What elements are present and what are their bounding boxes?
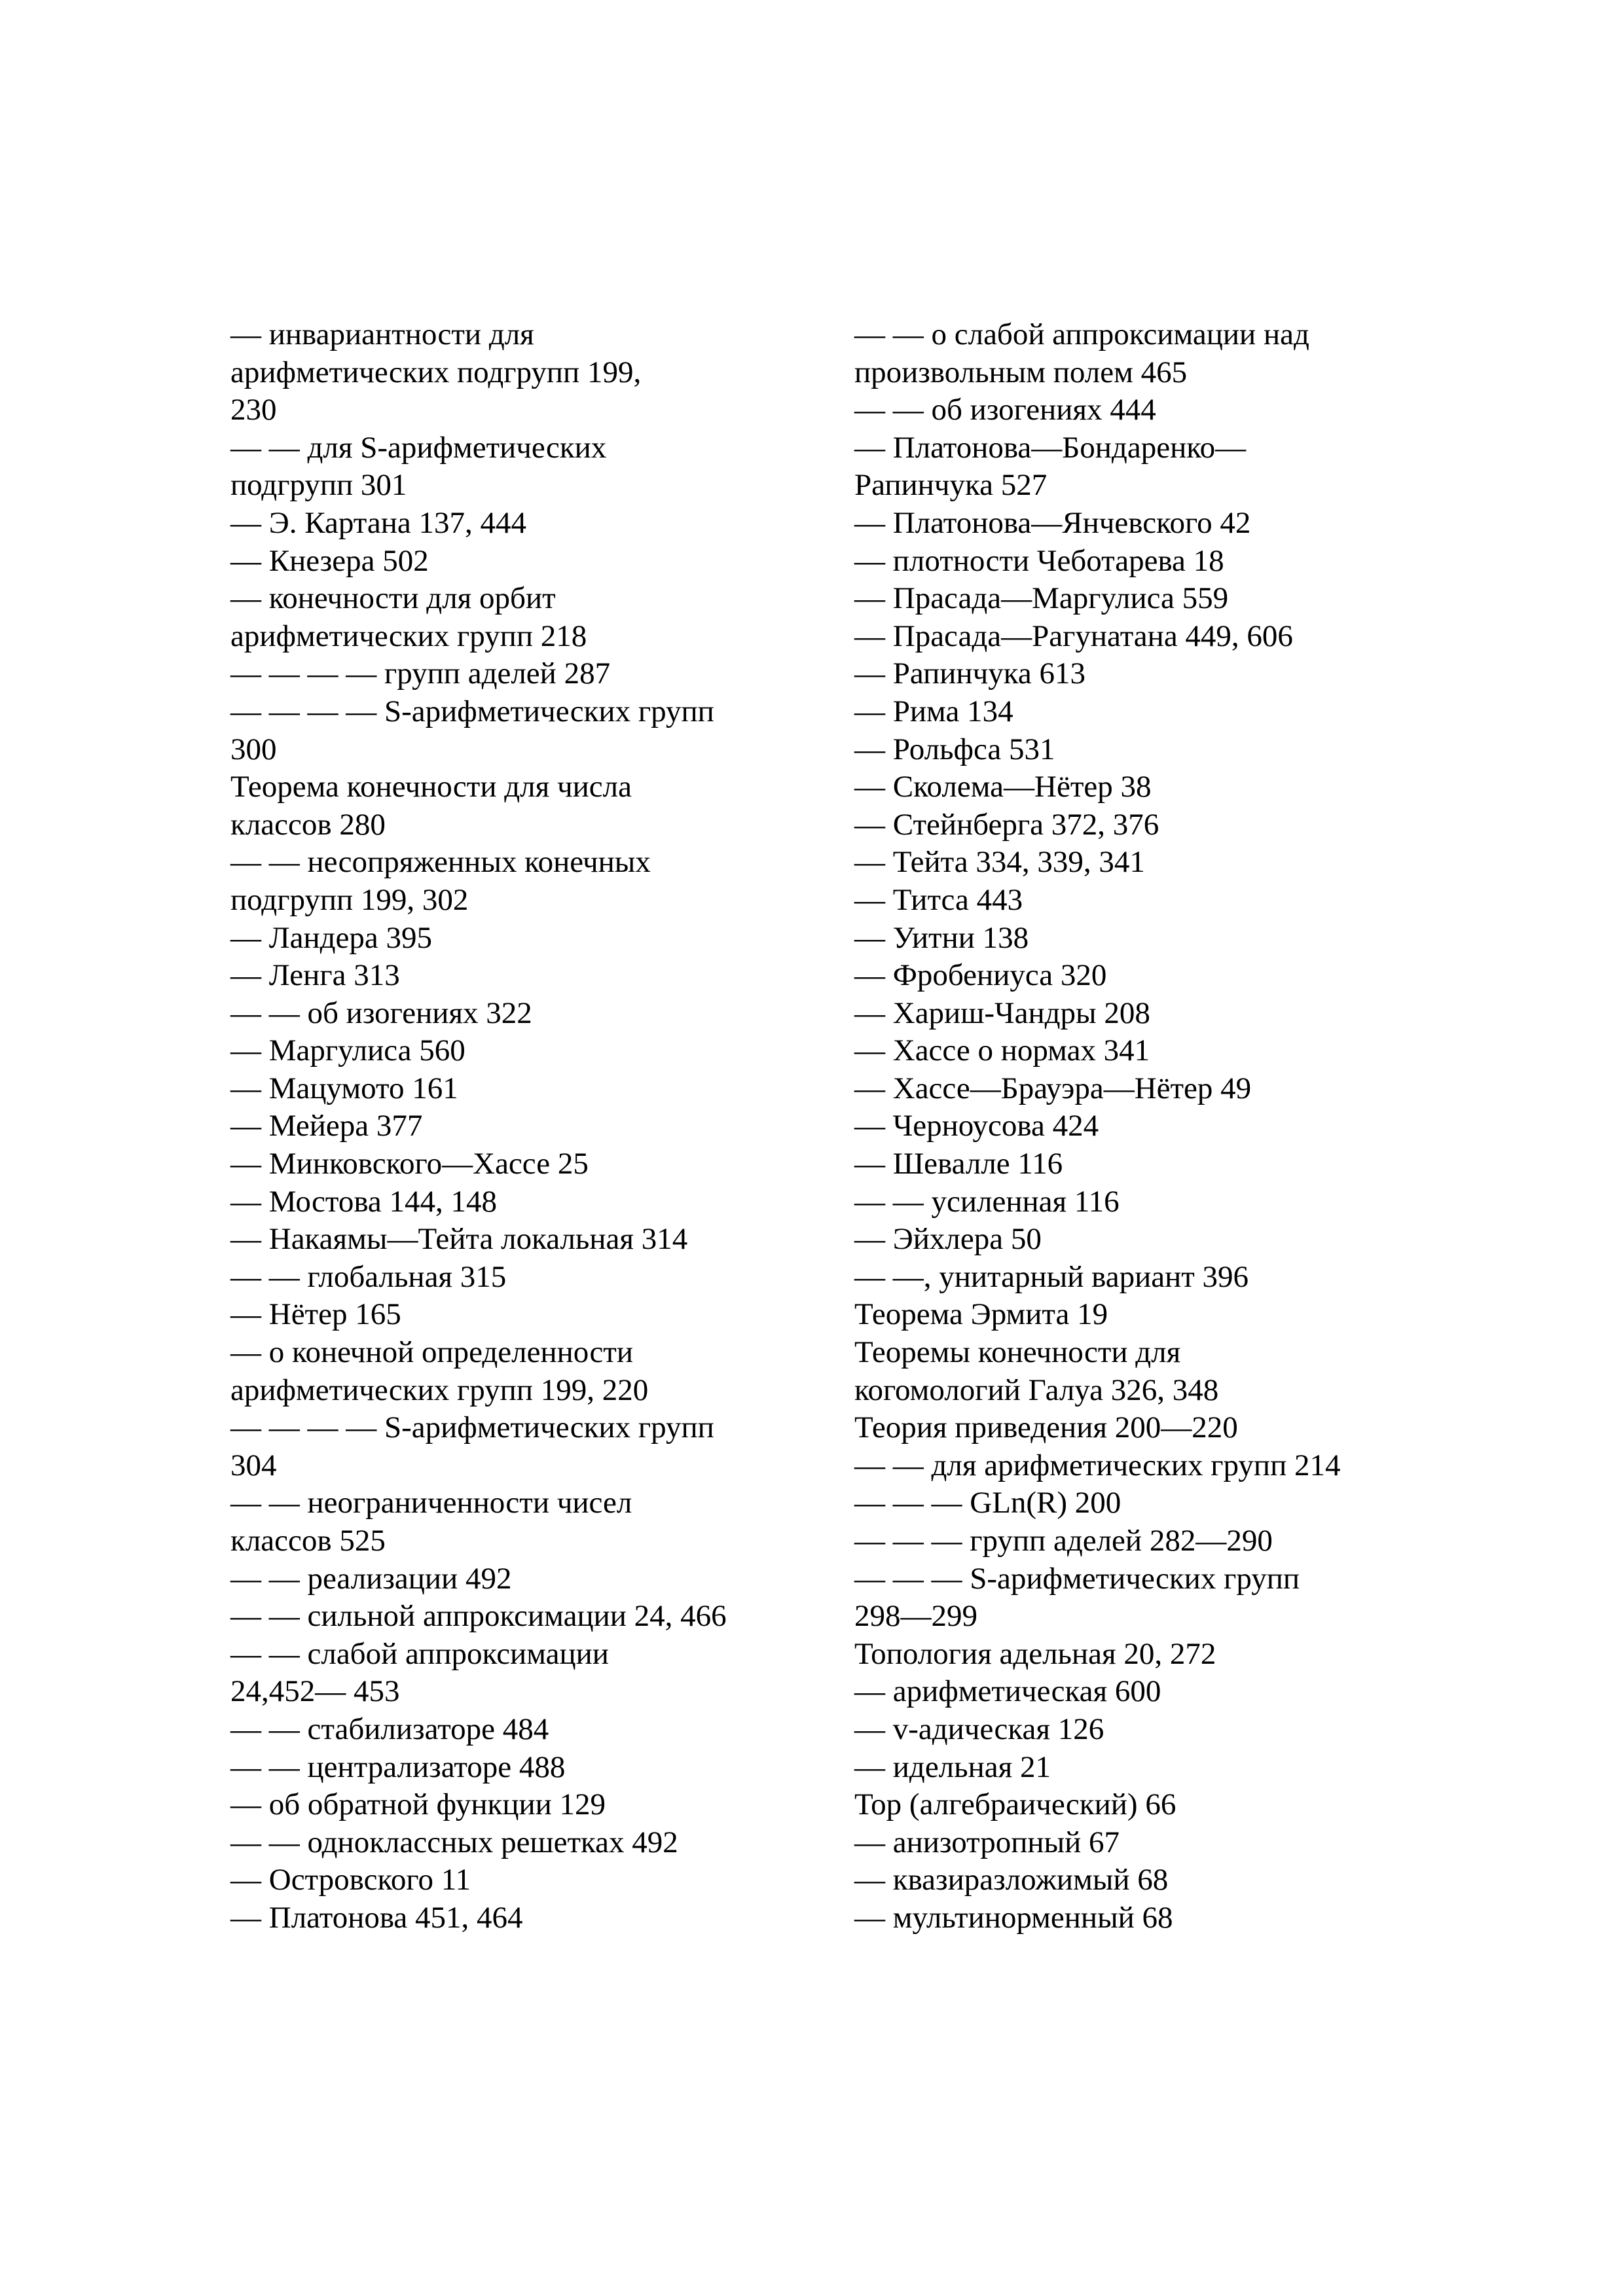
index-entry-line: — Нётер 165 [230,1297,401,1332]
index-entry [230,995,885,1033]
index-entry [854,1749,1607,1787]
index-entry-line: — — централизаторе 488 [230,1749,566,1784]
index-entry [854,882,1607,920]
index-entry-line: — Накаямы—Тейта локальная 314 [230,1222,688,1257]
index-entry-line: — Шевалле 116 [854,1147,1063,1181]
index-entry-line: — Маргулиса 560 [230,1033,465,1068]
index-column-right [854,316,1607,1937]
index-entry-line: — Сколема—Нётер 38 [854,770,1152,804]
index-entry-line: — Мостова 144, 148 [230,1184,498,1219]
index-entry-line: подгрупп 301 [230,468,407,503]
index-entry [854,1183,1607,1221]
index-entry-line: — об обратной функции 129 [230,1787,606,1822]
index-entry-line: — Платонова—Бондаренко— [854,430,1247,465]
index-entry-line: — — — — групп аделей 287 [230,656,611,691]
index-entry-line: классов 280 [230,807,386,842]
index-entry-line: — — об изогениях 444 [854,393,1156,427]
index-entry [230,920,885,958]
index-entry-line: — Мацумото 161 [230,1071,458,1105]
index-entry-line: — —, унитарный вариант 396 [854,1259,1249,1294]
index-entry [854,655,1607,693]
index-entry-line: Топология адельная 20, 272 [854,1636,1216,1671]
index-entry [230,1032,885,1070]
index-entry [854,920,1607,958]
index-entry [854,580,1607,618]
index-entry [854,1824,1607,1862]
index-entry-line: — — усиленная 116 [854,1184,1120,1219]
index-entry-line: — v-адическая 126 [854,1712,1104,1746]
index-entry-line: — Титса 443 [854,882,1023,917]
index-entry-line: — Хассе—Брауэра—Нётер 49 [854,1071,1252,1105]
index-entry-line: — о конечной определенности [230,1335,633,1370]
index-column-left [230,316,885,1937]
index-entry-line: Теорема Эрмита 19 [854,1297,1108,1332]
index-entry-line: — Рольфса 531 [854,732,1055,766]
index-entry-line: — идельная 21 [854,1749,1051,1784]
index-entry [230,693,885,768]
index-entry-line: когомологий Галуа 326, 348 [854,1372,1219,1407]
index-entry [230,1070,885,1108]
index-entry-line: — Ленга 313 [230,958,400,993]
index-entry-line: — — несопряженных конечных [230,845,651,880]
index-entry [230,655,885,693]
index-entry [854,1107,1607,1145]
index-entry [854,1899,1607,1937]
index-entry [230,505,885,543]
index-entry-line: — — неограниченности чисел [230,1486,632,1520]
index-entry-line: — арифметическая 600 [854,1674,1161,1709]
index-entry-line: — — — групп аделей 282—290 [854,1524,1273,1558]
index-entry-line: — — — GLn(R) 200 [854,1486,1122,1520]
index-entry [230,1560,885,1598]
index-entry-line: — Кнезера 502 [230,543,429,578]
index-entry [854,1070,1607,1108]
index-entry-line: — Фробениуса 320 [854,958,1107,993]
index-entry-line: арифметических групп 199, 220 [230,1372,649,1407]
index-entry-line: — анизотропный 67 [854,1825,1120,1859]
index-entry [854,693,1607,731]
index-entry-line: — — об изогениях 322 [230,996,532,1030]
index-entry [230,580,885,655]
index-entry-line: — — одноклассных решетках 492 [230,1825,678,1859]
index-entry-line: — Платонова—Янчевского 42 [854,505,1251,540]
index-entry [230,1598,885,1636]
index-entry [854,1711,1607,1749]
index-entry-line: — Э. Картана 137, 444 [230,505,526,540]
index-entry-line: — Черноусова 424 [854,1109,1099,1143]
index-entry-line: — Мейера 377 [230,1109,423,1143]
index-entry-line: — — сильной аппроксимации 24, 466 [230,1599,727,1634]
index-entry [854,543,1607,581]
index-entry-line: 24,452— 453 [230,1674,400,1709]
index-entry [854,1409,1607,1447]
index-entry [230,1259,885,1297]
index-entry-line: — инвариантности для [230,317,534,351]
index-entry-line: произвольным полем 465 [854,355,1188,389]
index-entry-line: — — для S-арифметических [230,430,607,465]
index-entry-line: — Эйхлера 50 [854,1222,1042,1257]
index-entry-line: 304 [230,1448,277,1482]
index-entry-line: — — реализации 492 [230,1561,512,1596]
index-entry-line: — квазиразложимый 68 [854,1863,1169,1897]
index-entry [230,768,885,844]
index-entry [230,1334,885,1409]
index-entry-line: — Хассе о нормах 341 [854,1033,1150,1068]
index-entry [230,1409,885,1484]
index-entry-line: — Островского 11 [230,1863,471,1897]
index-entry-line: Теория приведения 200—220 [854,1410,1238,1445]
index-entry-line: — Стейнберга 372, 376 [854,807,1159,842]
index-entry-line: — Ландера 395 [230,920,433,955]
index-entry-line: подгрупп 199, 302 [230,882,469,917]
index-entry [230,1786,885,1824]
index-entry-line: 298—299 [854,1599,977,1634]
index-entry [230,1296,885,1334]
index-entry [854,316,1607,391]
index-entry-line: — Рима 134 [854,694,1013,728]
index-entry-line: — Прасада—Рагунатана 449, 606 [854,619,1293,653]
index-entry-line: 300 [230,732,277,766]
index-entry [230,543,885,581]
index-entry [854,1334,1607,1409]
index-entry-line: — Минковского—Хассе 25 [230,1147,589,1181]
index-entry [854,1032,1607,1070]
index-entry-line: — мультинорменный 68 [854,1900,1173,1935]
index-entry [854,1221,1607,1259]
index-entry [854,1296,1607,1334]
index-entry-line: — Прасада—Маргулиса 559 [854,581,1229,616]
index-entry [854,1484,1607,1522]
index-entry [230,1636,885,1711]
index-entry [854,731,1607,769]
index-entry [230,1899,885,1937]
index-entry [854,391,1607,429]
index-entry-line: — Рапинчука 613 [854,656,1085,691]
index-entry [854,995,1607,1033]
index-entry [230,1861,885,1899]
index-entry [854,806,1607,844]
index-entry-line: — — для арифметических групп 214 [854,1448,1341,1482]
index-entry-line: Рапинчука 527 [854,468,1048,503]
index-entry [854,1259,1607,1297]
index-entry [854,1861,1607,1899]
index-entry [854,1636,1607,1674]
index-entry-line: — — — S-арифметических групп [854,1561,1300,1596]
index-entry [230,1107,885,1145]
index-entry-line: — Хариш-Чандры 208 [854,996,1150,1030]
index-entry [854,618,1607,656]
index-entry-line: — — глобальная 315 [230,1259,507,1294]
index-entry [854,1786,1607,1824]
index-entry-line: — — стабилизаторе 484 [230,1712,549,1746]
index-entry [230,1749,885,1787]
index-entry-line: 230 [230,393,277,427]
index-entry [230,316,885,429]
index-entry [230,1484,885,1560]
index-entry [854,957,1607,995]
index-entry-line: — плотности Чеботарева 18 [854,543,1224,578]
index-entry-line: — — — — S-арифметических групп [230,1410,714,1445]
index-entry-line: — конечности для орбит [230,581,556,616]
index-entry [230,844,885,919]
index-entry [230,957,885,995]
index-entry [230,1145,885,1183]
index-entry [230,1221,885,1259]
index-entry [230,1183,885,1221]
index-entry-line: — Платонова 451, 464 [230,1900,523,1935]
index-entry-line: — — слабой аппроксимации [230,1636,609,1671]
index-entry-line: арифметических групп 218 [230,619,587,653]
index-entry [854,768,1607,806]
index-entry [854,429,1607,505]
index-entry [854,1145,1607,1183]
index-entry-line: — Тейта 334, 339, 341 [854,845,1145,880]
index-entry-line: арифметических подгрупп 199, [230,355,642,389]
index-entry-line: Теоремы конечности для [854,1335,1181,1370]
index-entry-line: классов 525 [230,1524,386,1558]
index-entry [854,1447,1607,1485]
index-entry [230,429,885,505]
index-entry-line: Тор (алгебраический) 66 [854,1787,1176,1822]
index-entry [854,1560,1607,1636]
index-entry-line: — Уитни 138 [854,920,1029,955]
index-entry [854,1673,1607,1711]
index-entry-line: Теорема конечности для числа [230,770,632,804]
index-entry [854,1522,1607,1560]
index-entry [854,505,1607,543]
index-entry [854,844,1607,882]
index-entry [230,1824,885,1862]
index-entry [230,1711,885,1749]
index-entry-line: — — о слабой аппроксимации над [854,317,1309,351]
index-entry-line: — — — — S-арифметических групп [230,694,714,728]
